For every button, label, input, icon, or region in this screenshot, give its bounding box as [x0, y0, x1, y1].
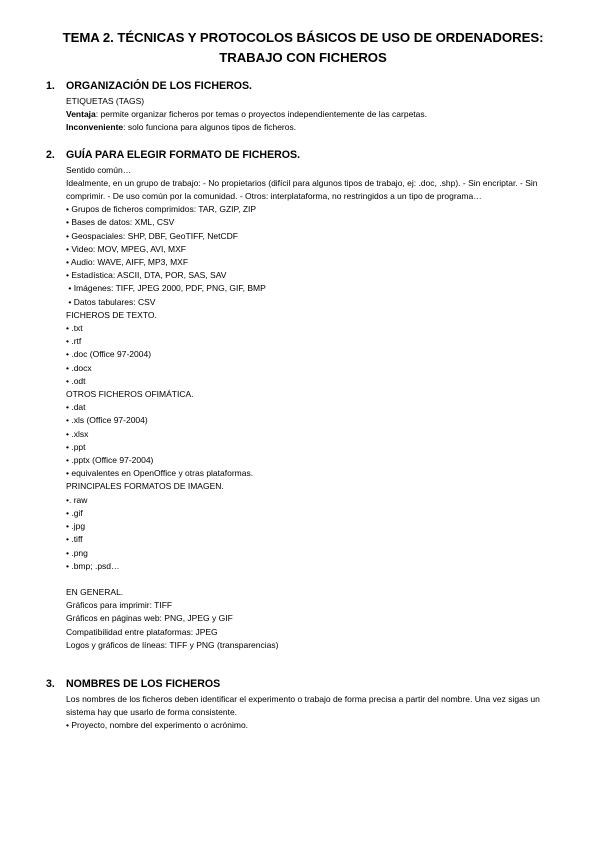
list-item: • Video: MOV, MPEG, AVI, MXF — [66, 243, 186, 254]
list-item: • equivalentes en OpenOffice y otras plataformas. — [66, 468, 254, 479]
section-body — [66, 164, 560, 652]
section-title: ORGANIZACIÓN DE LOS FICHEROS. — [66, 80, 252, 92]
section-body — [66, 693, 560, 733]
section-organizacion — [46, 80, 560, 135]
tags-line: ETIQUETAS (TAGS) — [66, 96, 145, 106]
image-formats-list — [66, 494, 560, 573]
intro-line-1: Sentido común… — [66, 164, 132, 175]
list-item: • .xls (Office 97-2004) — [66, 415, 148, 426]
inconveniente-text: : solo funciona para algunos tipos de ficheros. — [123, 122, 297, 133]
list-item: • Audio: WAVE, AIFF, MP3, MXF — [66, 257, 189, 268]
ventaja-text: : permite organizar ficheros por temas o proyectos independientemente de las carpetas. — [95, 109, 427, 120]
section-gap — [46, 652, 560, 678]
list-item: Gráficos para imprimir: TIFF — [66, 600, 173, 611]
section-heading — [46, 148, 560, 162]
list-item: • Grupos de ficheros comprimidos: TAR, GZIP, ZIP — [66, 204, 257, 215]
ventaja-label: Ventaja — [66, 109, 96, 120]
list-item: • .gif — [66, 507, 83, 518]
section-guia-formatos — [46, 149, 560, 652]
section-heading — [46, 80, 560, 93]
office-files-list — [66, 401, 560, 480]
list-item: • .odt — [66, 375, 86, 386]
section-title: NOMBRES DE LOS FICHEROS — [66, 677, 221, 690]
list-item: • .bmp; .psd… — [66, 560, 120, 571]
ventaja-line — [66, 108, 560, 121]
title-line-1: TEMA 2. TÉCNICAS Y PROTOCOLOS BÁSICOS DE USO DE ORDENADORES: — [62, 30, 544, 45]
list-item: • Imágenes: TIFF, JPEG 2000, PDF, PNG, GIF, BMP — [66, 283, 266, 294]
section-title: GUÍA PARA ELEGIR FORMATO DE FICHEROS. — [66, 148, 301, 161]
list-item: • .ppt — [66, 441, 86, 452]
office-files-heading: OTROS FICHEROS OFIMÁTICA. — [66, 389, 194, 400]
section-number: 3. — [46, 677, 55, 690]
image-formats-heading: PRINCIPALES FORMATOS DE IMAGEN. — [66, 481, 224, 492]
section-nombres-ficheros — [46, 678, 560, 733]
section-number: 1. — [46, 80, 55, 92]
section-paragraph: Los nombres de los ficheros deben identificar el experimento o trabajo de forma precisa a partir del nombre. Una vez sigas un sistema hay que usarlo de forma consistente. — [66, 693, 540, 718]
text-files-heading: FICHEROS DE TEXTO. — [66, 309, 157, 320]
title-line-2: TRABAJO CON FICHEROS — [219, 50, 387, 65]
intro-paragraph: Idealmente, en un grupo de trabajo: - No propietarios (difícil para algunos tipos de trabajo, ej: .doc, .shp). - Sin encriptar. - Sin comprimir. - De uso común por la comunidad. - Otros: interplataforma, no restringidos a un tipo de programa… — [66, 177, 538, 202]
general-list — [66, 599, 560, 652]
list-item: • .pptx (Office 97-2004) — [66, 455, 154, 466]
naming-list — [66, 719, 560, 732]
inconveniente-line — [66, 121, 560, 134]
general-heading: EN GENERAL. — [66, 586, 124, 597]
list-item: • .xlsx — [66, 428, 89, 439]
list-item: • .docx — [66, 362, 92, 373]
list-item: • .tiff — [66, 534, 83, 545]
list-item: • .doc (Office 97-2004) — [66, 349, 152, 360]
section-body — [66, 95, 560, 135]
list-item: Gráficos en páginas web: PNG, JPEG y GIF — [66, 613, 233, 624]
list-item: • Geospaciales: SHP, DBF, GeoTIFF, NetCDF — [66, 230, 238, 241]
text-files-list — [66, 322, 560, 388]
list-item: •. raw — [66, 494, 88, 505]
formats-list — [66, 203, 560, 309]
list-item: • .dat — [66, 402, 86, 413]
section-number: 2. — [46, 148, 55, 161]
list-item: • Estadística: ASCII, DTA, POR, SAS, SAV — [66, 270, 227, 281]
blank-line — [66, 573, 560, 586]
page-title — [46, 28, 560, 68]
list-item: • Proyecto, nombre del experimento o acrónimo. — [66, 720, 249, 731]
list-item: Logos y gráficos de líneas: TIFF y PNG (transparencias) — [66, 639, 279, 650]
list-item: • Datos tabulares: CSV — [66, 296, 156, 307]
section-gap — [46, 135, 560, 149]
list-item: • .jpg — [66, 521, 86, 532]
section-heading — [46, 677, 560, 691]
list-item: • .txt — [66, 323, 83, 334]
list-item: Compatibilidad entre plataformas: JPEG — [66, 626, 218, 637]
inconveniente-label: Inconveniente — [66, 122, 124, 133]
list-item: • .png — [66, 547, 88, 558]
list-item: • .rtf — [66, 336, 82, 347]
list-item: • Bases de datos: XML, CSV — [66, 217, 175, 228]
